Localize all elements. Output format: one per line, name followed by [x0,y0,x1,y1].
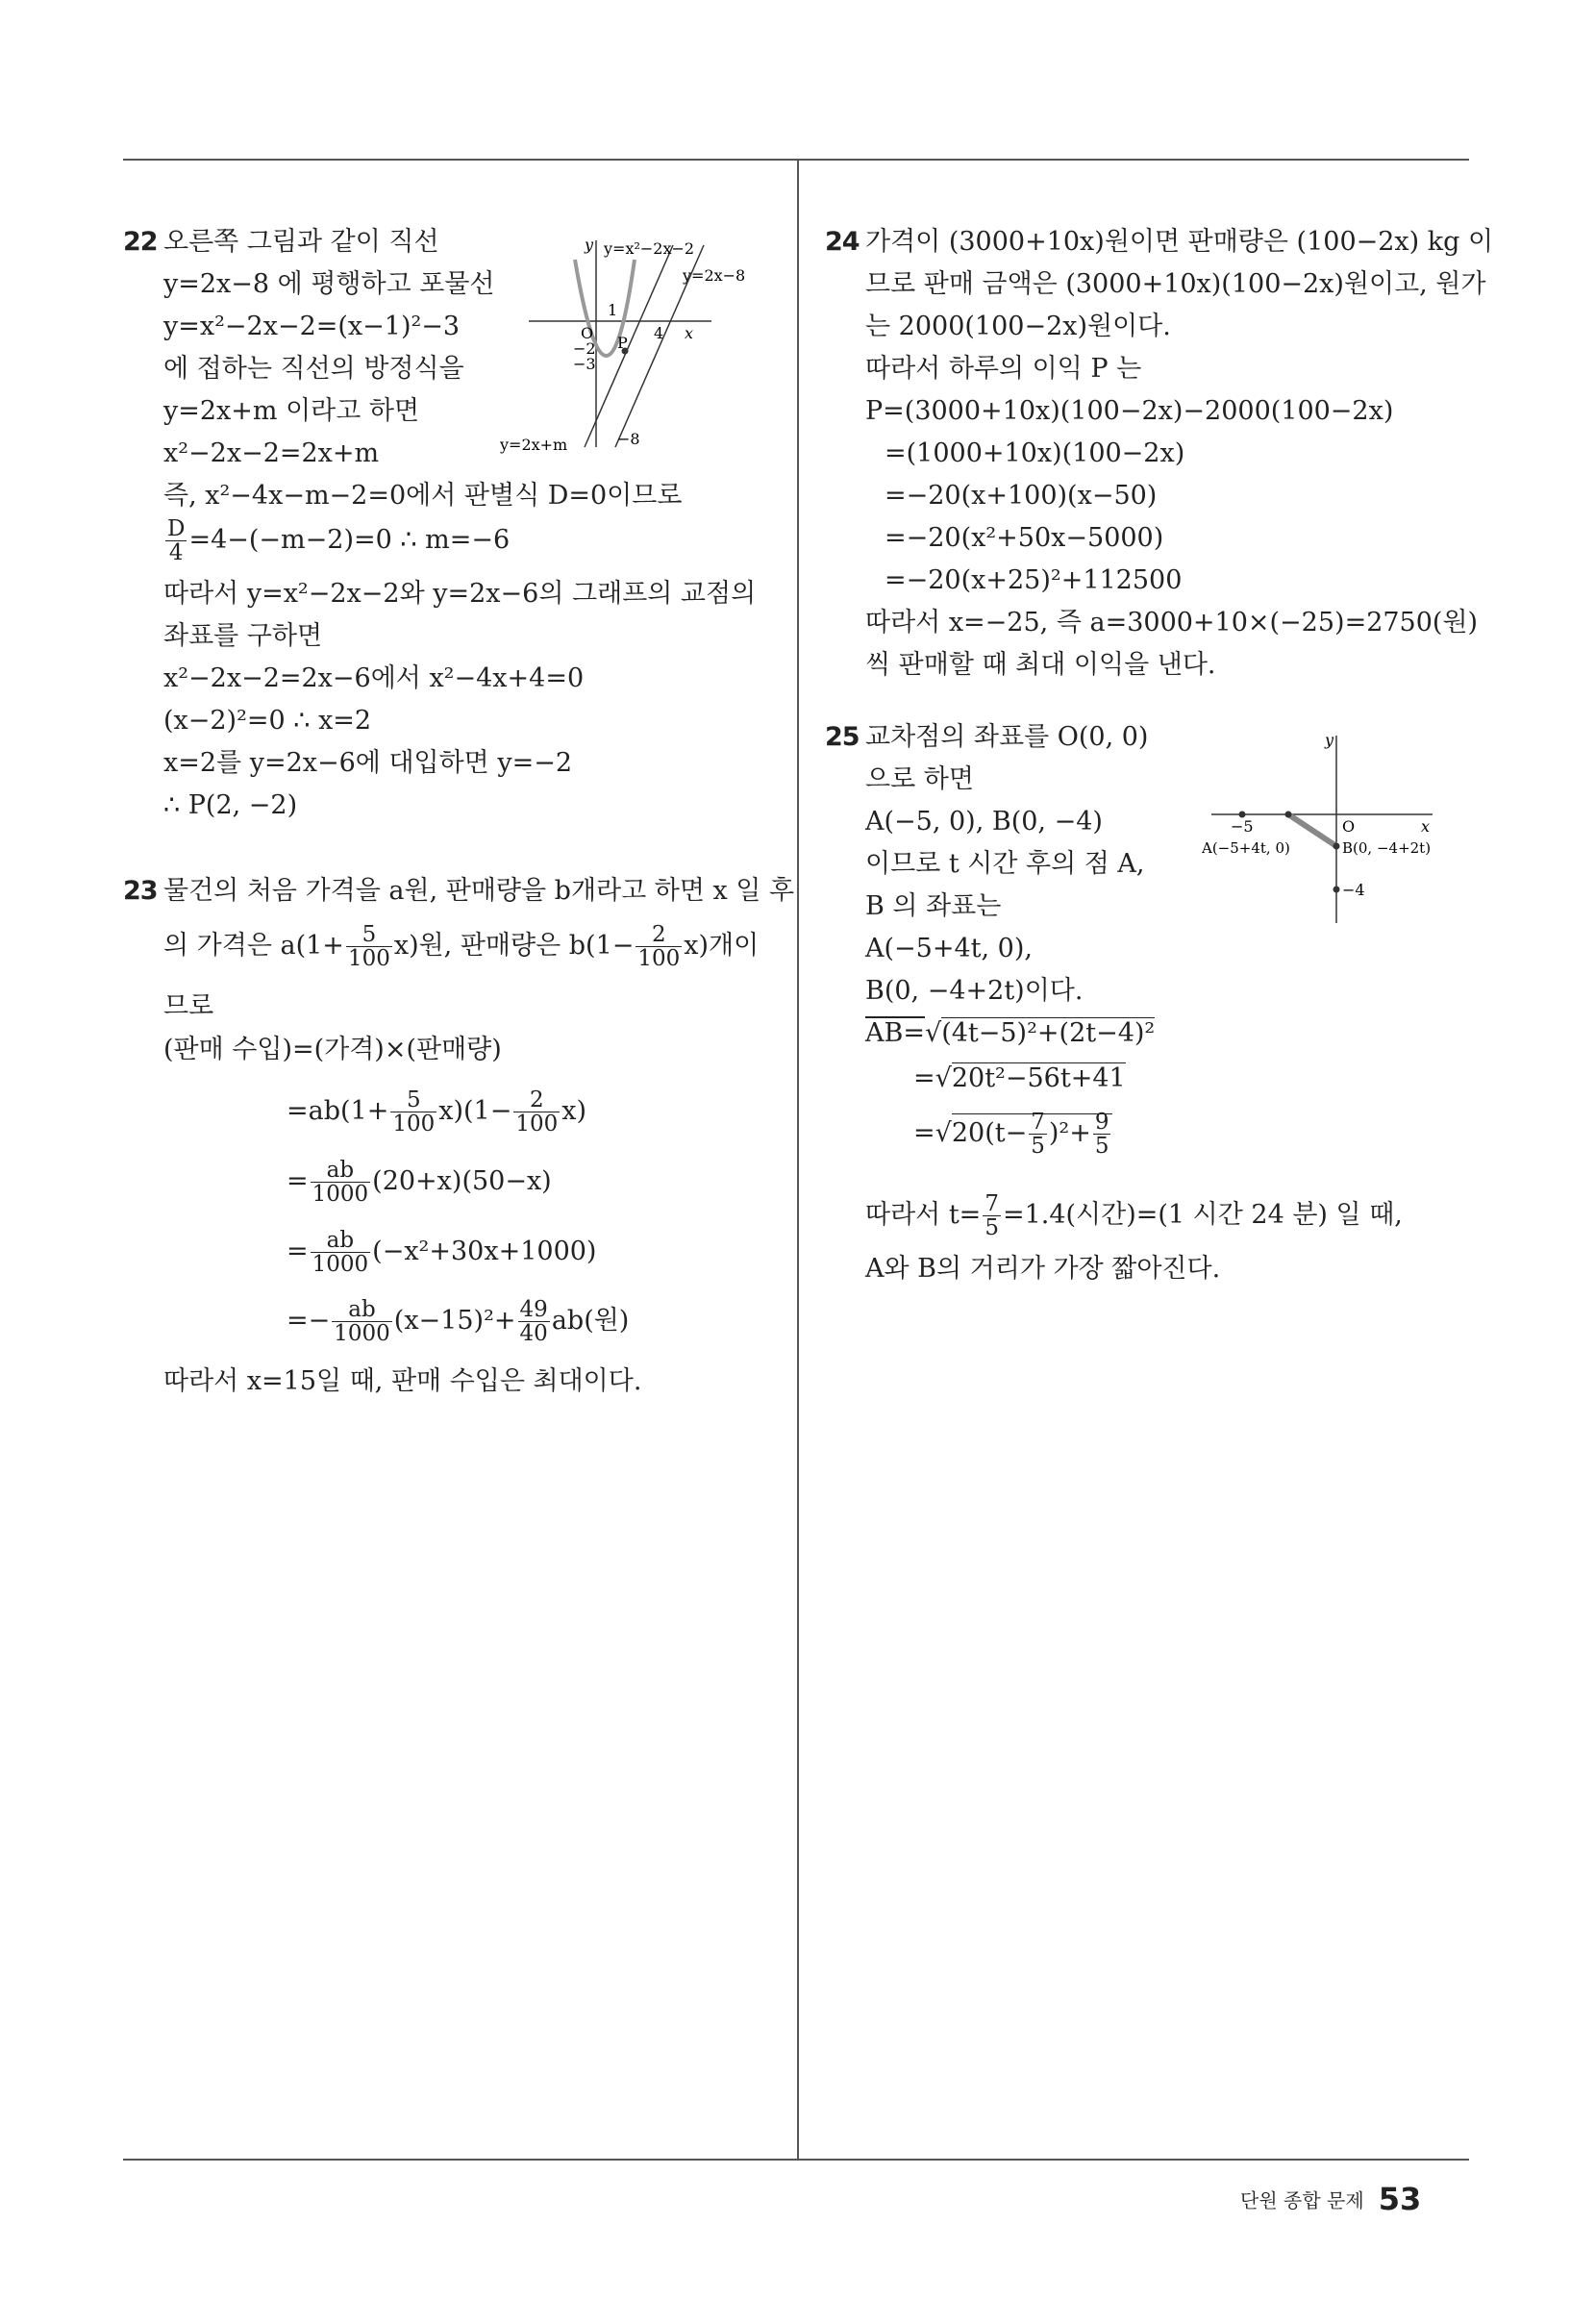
text-line: y=2x+m 이라고 하면 [163,396,420,426]
text-line-with-fractions: 의 가격은 a(1+ $\frac{5}{100}$ x)원, 판매량은 b(1− $\frac{2}{100}$ x)개이 [163,922,760,971]
graph-label: B(0, −4+2t) [1342,839,1432,857]
text-line: =−20(x+25)²+112500 [885,565,1183,595]
text-line: ∴ P(2, −2) [163,790,298,820]
equation-line: =− $\frac{ab}{1000}$ (x−15)²+ $\frac{49}{40}$ ab(원) [287,1297,630,1346]
fraction: $\frac{2}{100}$ [515,1087,559,1137]
fraction: $\frac{7}{5}$ [1031,1110,1045,1159]
graph-label: −4 [1342,881,1365,899]
graph-label: x [685,324,694,342]
text-line: 따라서 x=15일 때, 판매 수입은 최대이다. [163,1366,642,1396]
graph-label: x [1421,817,1431,836]
text-line: 므로 판매 금액은 (3000+10x)(100−2x)원이고, 원가 [865,269,1486,299]
fraction: $\frac{ab}{1000}$ [312,1158,369,1207]
graph-label: 1 [608,301,618,319]
text-line: 따라서 하루의 이익 P 는 [865,354,1142,384]
fraction: $\frac{2}{100}$ [637,922,681,971]
text-line: B(0, −4+2t)이다. [865,976,1084,1006]
fraction: $\frac{5}{100}$ [347,922,390,971]
text-line: 으로 하면 [865,764,974,794]
text-line: 물건의 처음 가격을 a원, 판매량을 b개라고 하면 x 일 후 [163,876,795,906]
distance-line: =√20t²−56t+41 [913,1063,1126,1093]
graph-label: y=x²−2x−2 [604,239,695,258]
footer [1240,2181,1421,2217]
fraction: $\frac{7}{5}$ [984,1191,999,1240]
problem-number: 22 [123,227,158,257]
text-line: y=2x−8 에 평행하고 포물선 [163,269,495,299]
bottom-rule [123,2159,1469,2161]
fraction: $\frac{49}{40}$ [519,1297,548,1346]
text-line: 이므로 t 시간 후의 점 A, [865,849,1145,879]
graph-label: −5 [1231,817,1254,836]
graph-label: −3 [573,355,596,373]
text-line: =(1000+10x)(100−2x) [885,438,1185,468]
distance-line: =√20(t− $\frac{7}{5}$ )²+ $\frac{9}{5}$ [913,1111,1112,1158]
equation-line: = $\frac{ab}{1000}$ (20+x)(50−x) [287,1158,552,1207]
text-line: 즉, x²−4x−m−2=0에서 판별식 D=0이므로 [163,481,683,511]
problem-number: 23 [123,876,158,906]
graph-label: y [585,236,594,254]
text-line: 에 접하는 직선의 방정식을 [163,354,464,384]
graph-label: y [1325,731,1334,749]
graph-label: O [1342,817,1356,836]
fraction: $\frac{5}{100}$ [392,1087,436,1137]
fraction: $\frac{ab}{1000}$ [312,1228,369,1277]
text-line: A(−5+4t, 0), [865,934,1033,963]
graph-label: −8 [617,430,640,448]
text-line: 좌표를 구하면 [163,621,323,651]
problem-number: 25 [825,722,860,752]
text-line: y=x²−2x−2=(x−1)²−3 [163,312,461,341]
text-line: B 의 좌표는 [865,891,1002,921]
problem-number: 24 [825,227,860,257]
text-line: 오른쪽 그림과 같이 직선 [163,227,439,257]
fraction-d-over-4: $\frac{D}{4}$ [167,516,186,565]
equation-line: = $\frac{ab}{1000}$ (−x²+30x+1000) [287,1228,597,1277]
graph-label: 4 [654,324,664,342]
text-line: 므로 [163,991,214,1021]
graph-label: A(−5+4t, 0) [1202,839,1290,857]
column-divider [797,159,799,2159]
graph-25 [1202,726,1452,928]
equation-line: =ab(1+ $\frac{5}{100}$ x)(1− $\frac{2}{100}$ x) [287,1087,587,1137]
graph-22 [500,231,769,462]
text-line: 교차점의 좌표를 O(0, 0) [865,722,1149,752]
text-line: 가격이 (3000+10x)원이면 판매량은 (100−2x) kg 이 [865,227,1494,257]
text-line: A(−5, 0), B(0, −4) [865,807,1103,837]
top-rule [123,159,1469,161]
conclusion-line: 따라서 t= $\frac{7}{5}$ =1.4(시간)=(1 시간 24 분) 일 때, [865,1191,1403,1240]
fraction: $\frac{9}{5}$ [1094,1110,1109,1159]
text-line: x=2를 y=2x−6에 대입하면 y=−2 [163,748,573,778]
fraction: $\frac{ab}{1000}$ [334,1297,390,1346]
text-line: (판매 수입)=(가격)×(판매량) [163,1035,502,1064]
text-line: x²−2x−2=2x+m [163,438,380,468]
text-line: x²−2x−2=2x−6에서 x²−4x+4=0 [163,663,585,693]
text-line: P=(3000+10x)(100−2x)−2000(100−2x) [865,396,1394,426]
graph-label: −2 [573,339,596,358]
distance-line: AB=√(4t−5)²+(2t−4)² [865,1018,1156,1048]
graph-label: y=2x+m [500,436,568,454]
text-line: A와 B의 거리가 가장 짧아진다. [865,1254,1221,1284]
graph-label: P [617,334,628,352]
page-number: 53 [1378,2181,1422,2217]
text-line: 씩 판매할 때 최대 이익을 낸다. [865,650,1216,680]
text-line: =−20(x+100)(x−50) [885,481,1158,511]
fraction-line: $\frac{D}{4}$ =4−(−m−2)=0 ∴ m=−6 [167,516,511,565]
text-line: =−20(x²+50x−5000) [885,523,1164,553]
text-line: (x−2)²=0 ∴ x=2 [163,706,372,736]
graph-label: O [581,324,594,342]
text-line: 따라서 y=x²−2x−2와 y=2x−6의 그래프의 교점의 [163,579,757,609]
text-line: 따라서 x=−25, 즉 a=3000+10×(−25)=2750(원) [865,608,1479,637]
text-line: 는 2000(100−2x)원이다. [865,312,1171,341]
graph-label: y=2x−8 [683,266,746,285]
footer-label: 단원 종합 문제 [1240,2188,1364,2212]
